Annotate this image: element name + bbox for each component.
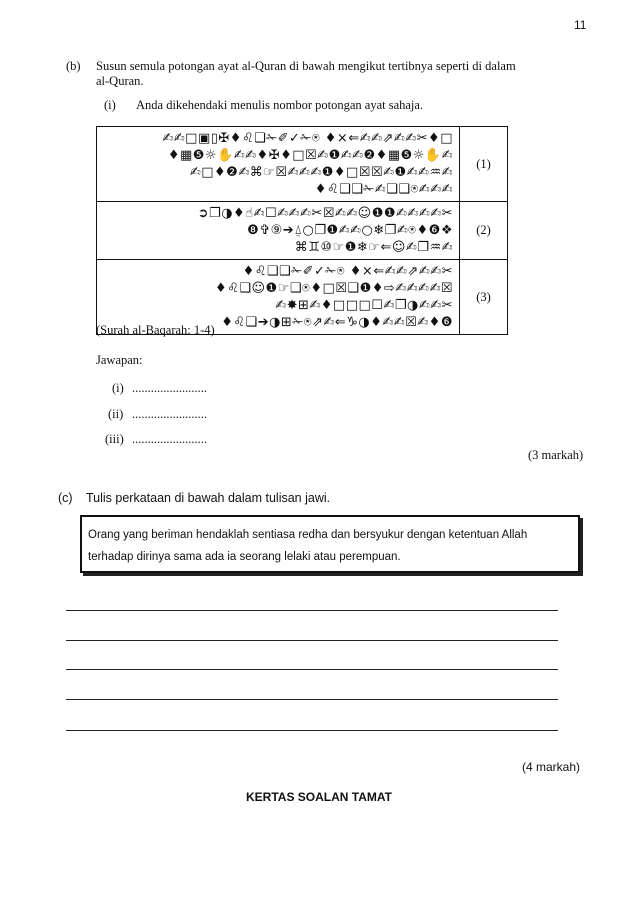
- page-number: 11: [574, 18, 587, 32]
- verse-row: [97, 202, 508, 260]
- answer-number: (iii): [105, 432, 124, 446]
- verse-row: [97, 127, 508, 202]
- answer-number: (i): [112, 381, 124, 395]
- verse-glyph-text: ✍✍□▣▯✠♦♌❑✁✐✓✁⍟ ♦×⇐✍✍⇗✍✍✂♦□ ♦▦❺☼✋✍✍♦✠♦□☒✍❶✍✍❷♦▦❺☼✋✍ ✍□♦❷✍⌘☞☒✍✍✍❶♦□☒☒✍❶✍✍♒✍ ♦♌❑❑✁✍❑❑⍟✍✍✍: [97, 127, 460, 202]
- verse-number: (1): [460, 127, 508, 202]
- answer-line[interactable]: [66, 669, 558, 670]
- verse-glyph-text: ♦♌❑❑✁✐✓✁⍟ ♦×⇐✍✍⇗✍✍✂ ♦♌❑☺❶☞❑⍟♦□☒❑❶♦⇨✍✍✍✍☒ ✍✸⊞✍♦□□□☐✍❐◑✍✍✂ ♦♌❑➔◑⊞✁⍟⇗✍⇐♑◑♦✍✍☒✍♦❻: [97, 260, 460, 335]
- answer-number: (ii): [108, 407, 124, 421]
- question-b-label: (b): [66, 59, 81, 73]
- source-reference: (Surah al-Baqarah: 1-4): [96, 323, 215, 337]
- marks-b: (3 markah): [528, 448, 584, 462]
- question-b-text: Susun semula potongan ayat al-Quran di bawah mengikut tertibnya seperti di dalam al-Quran.: [96, 59, 516, 88]
- answer-label: Jawapan:: [96, 353, 143, 367]
- question-b-sub-text: Anda dikehendaki menulis nombor potongan ayat sahaja.: [136, 98, 424, 112]
- phrase-text: Orang yang beriman hendaklah sentiasa redha dan bersyukur dengan ketentuan Allah terhadap dirinya sama ada ia seorang lelaki atau perempuan.: [88, 529, 528, 563]
- question-b-sub-number: (i): [104, 98, 116, 112]
- answer-blank[interactable]: ........................: [132, 432, 207, 446]
- answer-line[interactable]: [66, 640, 558, 641]
- question-c-label: (c): [58, 491, 73, 505]
- answer-blank[interactable]: ........................: [132, 381, 207, 395]
- verse-table: [96, 126, 508, 335]
- marks-c: (4 markah): [522, 760, 581, 774]
- answer-line[interactable]: [66, 610, 558, 611]
- verse-glyph-text: ➲❐◑♦☝✍☐✍✍✍✂☒✍✍☺❶❶✍✍✍✍✂ ❽✞⑨➔⍙○❐❶✍✍○❄❐✍⍟♦❻❖ ⌘♊⑩☞❶❄☞⇐☺✍❐♒✍: [97, 202, 460, 260]
- question-c-text: Tulis perkataan di bawah dalam tulisan jawi.: [86, 491, 331, 505]
- end-of-paper: KERTAS SOALAN TAMAT: [246, 790, 392, 804]
- verse-number: (2): [460, 202, 508, 260]
- verse-number: (3): [460, 260, 508, 335]
- answer-line[interactable]: [66, 730, 558, 731]
- answer-line[interactable]: [66, 699, 558, 700]
- answer-blank[interactable]: ........................: [132, 407, 207, 421]
